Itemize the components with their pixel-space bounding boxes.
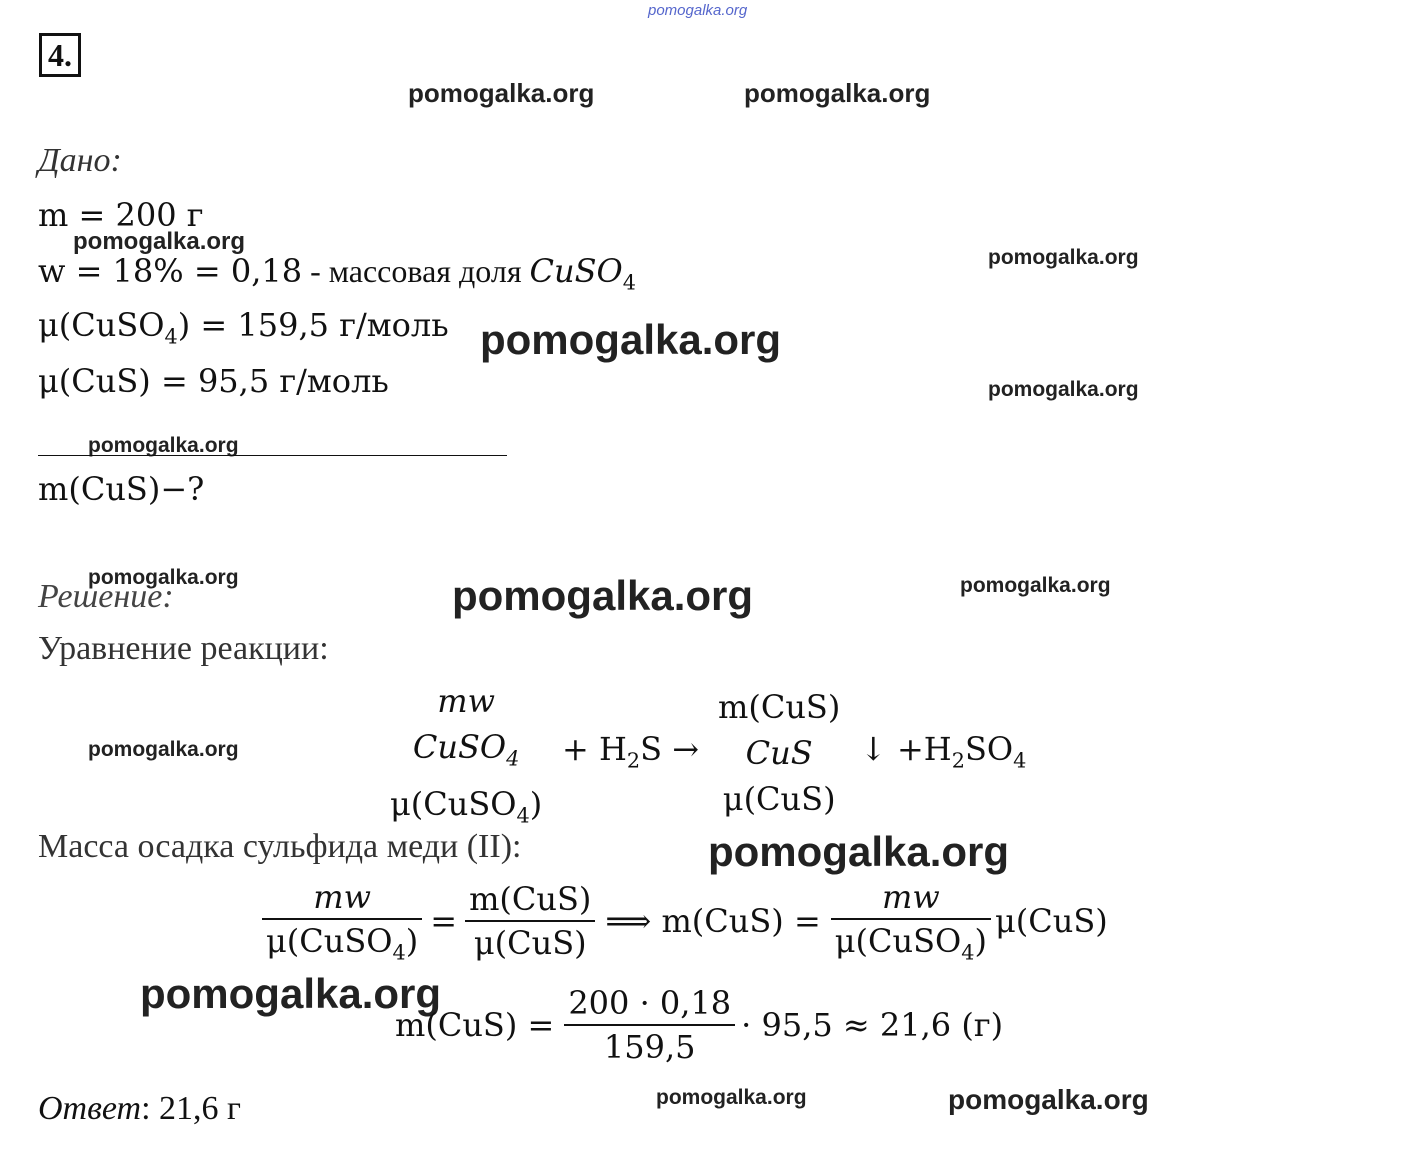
reaction-mu-cuso4: μ(CuSO$_4$) <box>390 785 543 828</box>
calc-lhs: m(CuS) = <box>395 1006 555 1044</box>
given-molar-mass-cuso4 <box>38 306 449 348</box>
watermark: pomogalka.org <box>452 572 754 619</box>
equation-proportion: $\frac{mw}{\mu(CuSO_4)}$ = $\frac{\text{m(CuS)}}{\text{μ(CuS)}}$ ⟹ m(CuS) = $\frac{mw}{\mu(CuSO_4)}$ μ(CuS) <box>262 878 1108 964</box>
mass-fraction-text: - массовая доля <box>302 253 530 289</box>
watermark: pomogalka.org <box>408 78 595 108</box>
calc-denominator: 159,5 <box>603 1028 696 1066</box>
watermark: pomogalka.org <box>88 566 239 589</box>
watermark-top: pomogalka.org <box>648 2 748 19</box>
mass-label: Масса осадка сульфида меди (II): <box>38 828 522 865</box>
watermark: pomogalka.org <box>88 738 239 761</box>
implies: ⟹ m(CuS) = <box>605 902 821 941</box>
reaction-tail: ↓ $+H_2SO_4$ <box>860 730 1027 773</box>
reaction-cus: CuS <box>745 734 813 772</box>
watermark: pomogalka.org <box>140 970 442 1017</box>
problem-number: 4. <box>39 33 81 77</box>
given-heading: Дано: <box>38 142 122 179</box>
watermark: pomogalka.org <box>73 228 246 255</box>
equation-calculation <box>395 984 1003 1066</box>
watermark: pomogalka.org <box>744 78 931 108</box>
reaction-label: Уравнение реакции: <box>38 630 329 667</box>
molar-mass-cuso4-b: ) = 159,5 г/моль <box>177 306 449 344</box>
solution-heading: Решение: <box>38 578 174 615</box>
fraction-mw-mu-cuso4: $\frac{mw}{\mu(CuSO_4)}$ <box>262 878 422 964</box>
molar-mass-cuso4-a: μ(CuSO <box>38 306 165 344</box>
mass-fraction-sub: 4 <box>622 270 637 295</box>
watermark: pomogalka.org <box>948 1084 1149 1115</box>
given-mass: m = 200 г <box>38 196 204 234</box>
reaction-left-stack <box>390 678 542 839</box>
fraction-mw-mu-cuso4-2: $\frac{mw}{\mu(CuSO_4)}$ <box>831 878 991 964</box>
reaction-right-stack <box>718 684 840 822</box>
reaction-m-cus: m(CuS) <box>718 688 841 726</box>
reaction-mu-cus: μ(CuS) <box>722 780 836 818</box>
answer-label: Ответ <box>38 1090 142 1127</box>
watermark: pomogalka.org <box>988 246 1139 269</box>
given-divider <box>38 455 507 456</box>
reaction-mw: mw <box>437 682 495 720</box>
given-mass-fraction <box>38 252 636 294</box>
calc-rhs: · 95,5 ≈ 21,6 (г) <box>741 1006 1004 1044</box>
fraction-m-cus-mu-cus: $\frac{\text{m(CuS)}}{\text{μ(CuS)}}$ <box>465 880 595 962</box>
mass-fraction-formula: CuSO <box>529 252 623 290</box>
watermark: pomogalka.org <box>960 574 1111 597</box>
calc-numerator: 200 · 0,18 <box>568 984 732 1022</box>
mass-fraction-value: w = 18% = 0,18 <box>38 252 303 290</box>
watermark: pomogalka.org <box>656 1086 807 1109</box>
equation-tail: μ(CuS) <box>995 902 1108 941</box>
reaction-plus-h2s: + $H_2S$ → <box>562 730 700 773</box>
molar-mass-cuso4-sub: 4 <box>164 324 178 349</box>
answer <box>38 1090 241 1128</box>
answer-value: : 21,6 г <box>141 1090 241 1127</box>
find-line: m(CuS)−? <box>38 470 205 508</box>
watermark: pomogalka.org <box>988 378 1139 401</box>
given-molar-mass-cus: μ(CuS) = 95,5 г/моль <box>38 362 389 400</box>
watermark: pomogalka.org <box>708 828 1010 875</box>
calc-fraction <box>564 984 735 1066</box>
reaction-cuso4: CuSO$_4$ <box>412 728 520 771</box>
watermark: pomogalka.org <box>88 434 239 457</box>
watermark: pomogalka.org <box>480 316 782 363</box>
